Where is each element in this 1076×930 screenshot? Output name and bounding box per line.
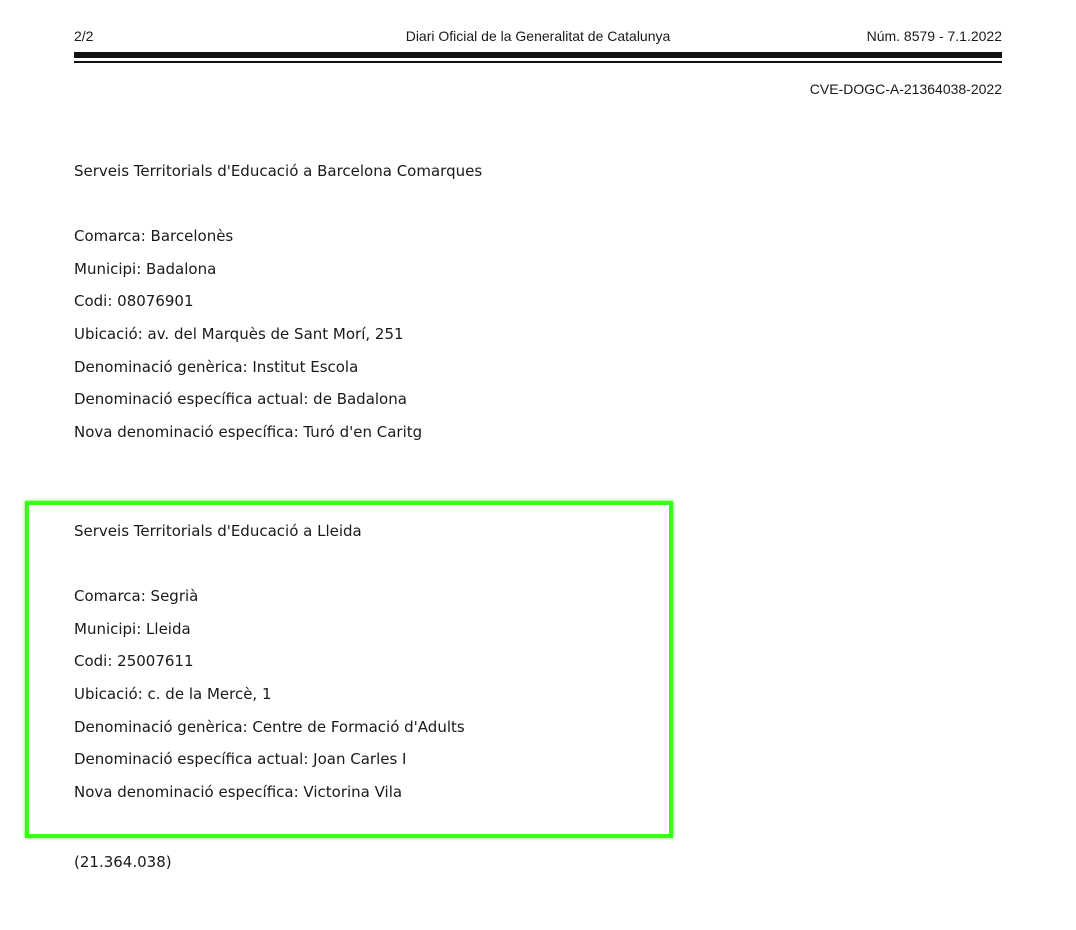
header-rule-thin <box>74 61 1002 63</box>
cve-identifier: CVE-DOGC-A-21364038-2022 <box>809 81 1002 97</box>
section-barcelona <box>74 161 482 455</box>
field-codi: Codi: 25007611 <box>74 652 194 671</box>
section-title: Serveis Territorials d'Educació a Barcelona Comarques <box>74 162 483 180</box>
field-comarca: Comarca: Segrià <box>74 587 199 605</box>
field-municipi: Municipi: Lleida <box>74 619 191 638</box>
field-codi: Codi: 08076901 <box>74 292 194 311</box>
field-ubicacio: Ubicació: av. del Marquès de Sant Morí, 251 <box>74 325 404 344</box>
section-lleida <box>74 521 465 815</box>
section-title: Serveis Territorials d'Educació a Lleida <box>74 522 362 540</box>
field-comarca: Comarca: Barcelonès <box>74 227 234 245</box>
field-denominacio-generica: Denominació genèrica: Institut Escola <box>74 357 359 376</box>
issue-number-date: Núm. 8579 - 7.1.2022 <box>866 28 1002 44</box>
header-rule-thick <box>74 52 1002 58</box>
page-number: 2/2 <box>74 28 94 44</box>
field-nova-denominacio: Nova denominació específica: Victorina Vila <box>74 783 403 802</box>
field-denominacio-generica: Denominació genèrica: Centre de Formació d'Adults <box>74 717 465 736</box>
field-ubicacio: Ubicació: c. de la Mercè, 1 <box>74 685 272 704</box>
field-municipi: Municipi: Badalona <box>74 259 217 278</box>
field-denominacio-especifica-actual: Denominació específica actual: de Badalona <box>74 390 407 409</box>
document-reference: (21.364.038) <box>74 853 172 871</box>
journal-title: Diari Oficial de la Generalitat de Catalunya <box>405 28 671 44</box>
field-nova-denominacio: Nova denominació específica: Turó d'en Caritg <box>74 423 423 442</box>
page-header <box>74 28 1002 48</box>
field-denominacio-especifica-actual: Denominació específica actual: Joan Carles I <box>74 750 407 769</box>
